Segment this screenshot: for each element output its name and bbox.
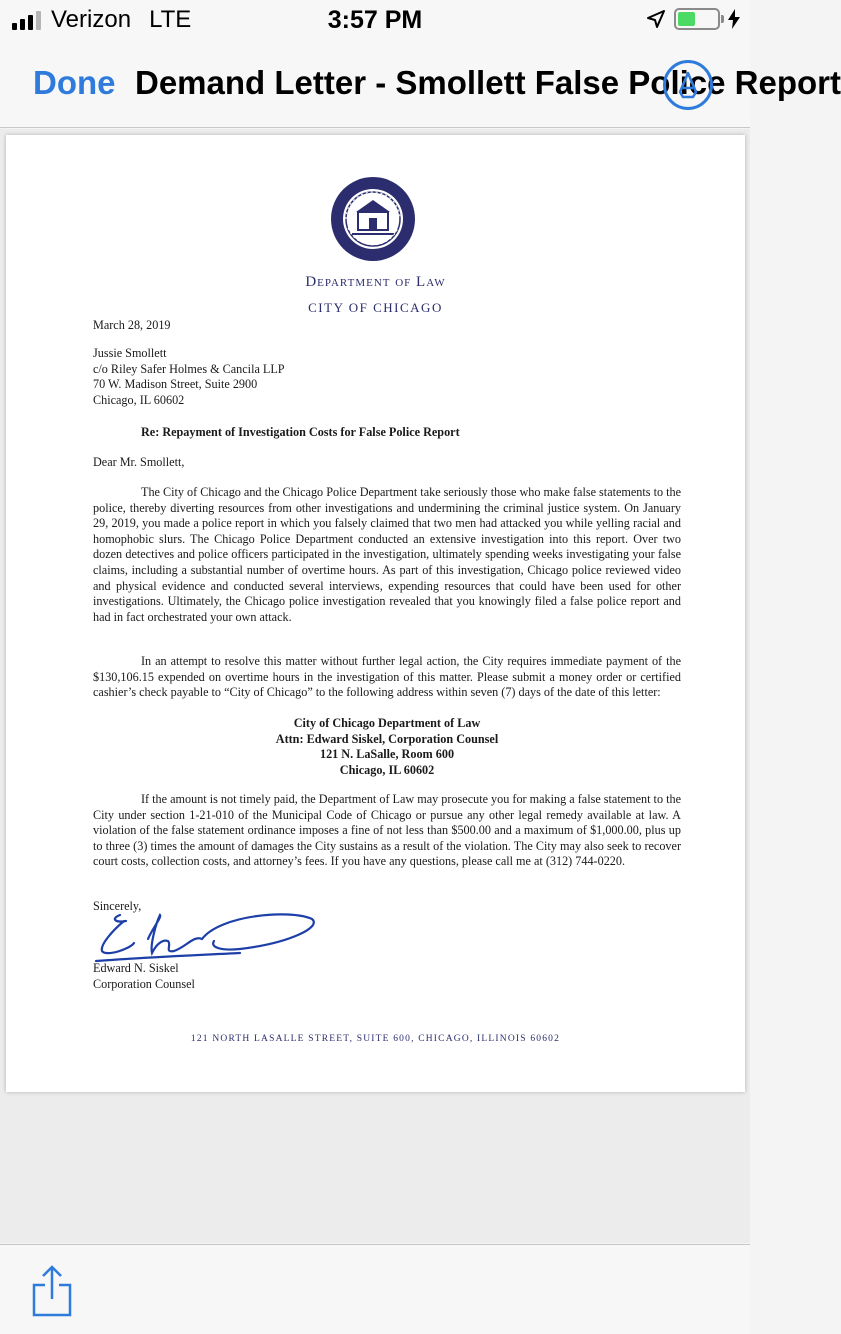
body-paragraph-3: If the amount is not timely paid, the Department of Law may prosecute you for making a false statement to the City under section 1-21-010 of the Municipal Code of Chicago or pursue any other legal remedy available at law. A violation of the false statement ordinance imposes a fine of not less than $500.00 and a maximum of $1,000.00, plus up to three (3) times the amount of damages the City sustains as a result of the violation. The City may also seek to recover court costs, collection costs, and attorney’s fees. If you have any questions, please call me at (312) 744-0220. — [93, 792, 681, 869]
signer-block — [93, 961, 195, 992]
carrier-name: Verizon — [51, 6, 132, 33]
signer-name: Edward N. Siskel — [93, 961, 179, 975]
closing: Sincerely, — [93, 899, 142, 913]
city-seal-logo — [330, 176, 416, 262]
letter-page — [6, 135, 745, 1092]
body-paragraph-2: In an attempt to resolve this matter without further legal action, the City requires immediate payment of the $130,106.15 expended on overtime hours in the investigation of this matter. Please submit a money order or certified cashier’s check payable to “City of Chicago” to the following address within seven (7) days of the date of this letter: — [93, 654, 681, 700]
letterhead-department: Department of Law — [305, 274, 446, 290]
body-paragraph-1: The City of Chicago and the Chicago Police Department take seriously those who make false statements to the police, thereby diverting resources from other investigations and undermining the criminal justice system. On January 29, 2019, you made a police report in which you falsely claimed that two men had attacked you while yelling racial and homophobic slurs. The Chicago Police Department conducted an extensive investigation into this report. Over two dozen detectives and police officers participated in the investigation, ultimately spending weeks investigating your false claims, including a substantial number of overtime hours. As part of this investigation, Chicago police reviewed video and physical evidence and conducted several interviews, expending resources that could have been used for other investigations. Ultimately, the Chicago police investigation revealed that you knowingly filed a false police report and had in fact orchestrated your own attack. — [93, 485, 681, 624]
recipient-line: 70 W. Madison Street, Suite 2900 — [93, 377, 258, 392]
status-bar — [0, 0, 750, 40]
letterhead-footer: 121 NORTH LASALLE STREET, SUITE 600, CHICAGO, ILLINOIS 60602 — [190, 1034, 561, 1044]
document-title: Demand Letter - Smollett False Police Report — [135, 64, 841, 101]
salutation: Dear Mr. Smollett, — [93, 455, 185, 469]
charging-bolt-icon — [728, 9, 740, 29]
markup-button[interactable] — [663, 60, 713, 110]
share-button[interactable] — [28, 1263, 76, 1319]
signer-title: Corporation Counsel — [93, 976, 195, 991]
status-time: 3:57 PM — [327, 6, 423, 34]
battery-icon — [674, 8, 720, 30]
location-arrow-icon — [646, 9, 666, 29]
status-right — [646, 8, 740, 30]
markup-pen-icon — [674, 70, 702, 100]
payment-address-line: Attn: Edward Siskel, Corporation Counsel — [275, 731, 499, 746]
bottom-toolbar — [0, 1244, 750, 1334]
letterhead-city: CITY OF CHICAGO — [308, 300, 443, 315]
payment-address-line: Chicago, IL 60602 — [339, 762, 435, 777]
payment-address-line: 121 N. LaSalle, Room 600 — [319, 747, 455, 762]
recipient-line: Chicago, IL 60602 — [93, 392, 185, 407]
done-button[interactable]: Done — [33, 64, 116, 101]
recipient-line: c/o Riley Safer Holmes & Cancila LLP — [93, 361, 285, 376]
document-viewer[interactable] — [0, 129, 750, 1243]
share-icon — [28, 1263, 76, 1319]
recipient-address — [93, 346, 285, 408]
navigation-bar — [0, 40, 841, 128]
signature-image — [90, 905, 320, 965]
payment-address-line: City of Chicago Department of Law — [293, 716, 481, 730]
letter-date: March 28, 2019 — [93, 318, 171, 332]
subject-line: Re: Repayment of Investigation Costs for False Police Report — [141, 425, 460, 439]
network-type: LTE — [149, 6, 192, 33]
recipient-line: Jussie Smollett — [93, 346, 167, 360]
payment-address — [93, 716, 681, 778]
